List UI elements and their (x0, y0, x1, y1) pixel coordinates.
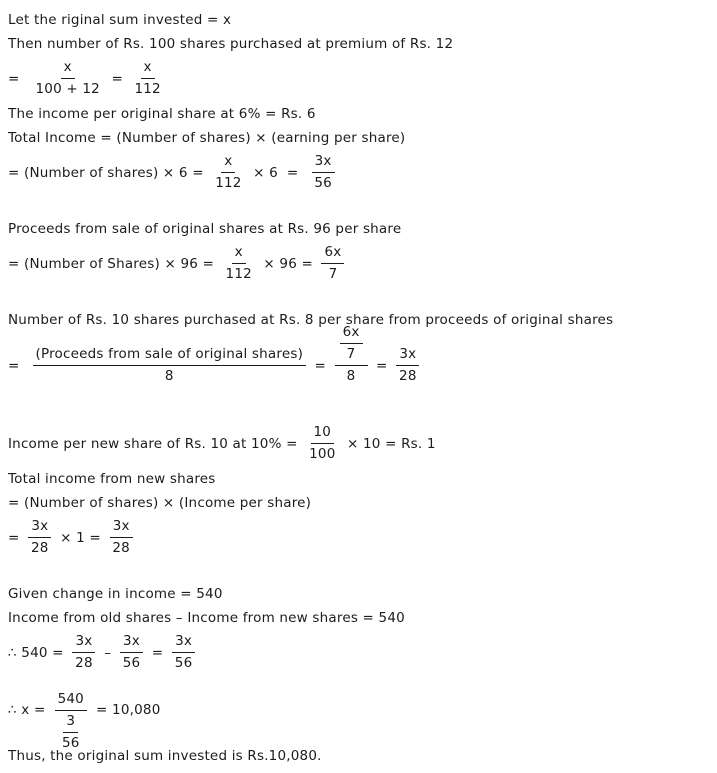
fraction-denominator: 28 (75, 655, 93, 671)
income-per-new-share-equation (8, 422, 713, 465)
fraction-numerator: 3x (312, 152, 335, 173)
proceeds-equation (8, 242, 713, 285)
fraction-numerator: 3x (396, 345, 419, 366)
total-income-equation (8, 151, 713, 194)
text-segment: – (99, 644, 116, 661)
fraction-numerator: 6x (340, 323, 363, 344)
fraction-denominator: 112 (215, 175, 242, 191)
fraction (335, 323, 368, 386)
fraction (54, 690, 88, 753)
fraction-numerator: 3 (63, 712, 78, 733)
fraction (120, 632, 144, 673)
total-income-new-equation (8, 516, 713, 559)
text-segment: = (310, 357, 331, 374)
fraction-denominator: 7 (328, 266, 338, 282)
fraction-numerator: 3x (120, 632, 143, 653)
fraction-denominator: 112 (134, 81, 161, 97)
fraction-denominator: 112 (225, 266, 252, 282)
text-segment: = (Number of shares) × (Income per share) (8, 494, 312, 511)
difference-equation (8, 631, 713, 674)
text-segment: ∴ 540 = (8, 644, 69, 661)
text-segment: = (371, 357, 393, 374)
text-segment: = (106, 70, 128, 87)
text-segment: = (8, 70, 29, 87)
text-segment: × 1 = (55, 529, 106, 546)
fraction-denominator: 8 (164, 368, 174, 384)
text-segment: Proceeds from sale of original shares at Rs. 96 per share (8, 220, 402, 237)
total-income-new-shares-line (8, 468, 713, 489)
fraction (172, 632, 196, 673)
fraction-numerator: 3x (28, 517, 51, 538)
fraction (306, 423, 338, 464)
text-segment: = 10,080 (91, 701, 161, 718)
proceeds-intro-line (8, 218, 713, 239)
solve-x-equation (8, 677, 713, 751)
fraction-numerator: (Proceeds from sale of original shares) (33, 345, 307, 366)
text-segment: × 96 = (258, 255, 318, 272)
text-segment: Total income from new shares (8, 470, 216, 487)
text-segment: = (Number of Shares) × 96 = (8, 255, 219, 272)
number-of-shares-equation (8, 57, 713, 100)
fraction-denominator: 100 (309, 446, 336, 462)
fraction-denominator: 56 (122, 655, 141, 671)
text-segment: = (Number of shares) × 6 = (8, 164, 209, 181)
fraction (59, 712, 83, 753)
text-segment: ∴ x = (8, 701, 50, 718)
fraction-numerator: 3x (72, 632, 95, 653)
fraction-numerator (335, 323, 368, 366)
text-segment: × 6 = (248, 164, 308, 181)
fraction-numerator: 3x (110, 517, 133, 538)
fraction-numerator: 3x (172, 632, 195, 653)
fraction-numerator: 10 (311, 423, 335, 444)
text-segment: Then number of Rs. 100 shares purchased at premium of Rs. 12 (8, 35, 454, 52)
fraction-denominator (54, 711, 88, 753)
fraction-numerator: x (61, 58, 75, 79)
fraction-denominator: 7 (346, 346, 356, 362)
fraction-denominator: 56 (314, 175, 332, 191)
text-segment: Number of Rs. 10 shares purchased at Rs. 8 per share from proceeds of original shares (8, 311, 614, 328)
text-segment: = (8, 357, 29, 374)
text-segment: Thus, the original sum invested is Rs.10,080. (8, 747, 322, 764)
text-segment: Income per new share of Rs. 10 at 10% = (8, 435, 303, 452)
fraction-numerator: x (141, 58, 155, 79)
fraction-denominator: 56 (61, 735, 80, 751)
fraction-numerator: x (221, 152, 235, 173)
fraction (223, 243, 255, 284)
fraction-numerator: 540 (55, 690, 87, 711)
fraction (28, 517, 52, 558)
fraction-denominator: 100 + 12 (35, 81, 100, 97)
total-income-new-definition-line (8, 492, 713, 513)
fraction-denominator: 28 (399, 368, 417, 384)
assumption-line (8, 9, 713, 30)
fraction (340, 323, 363, 364)
fraction (109, 517, 133, 558)
text-segment: = (147, 644, 168, 661)
fraction-denominator: 28 (31, 540, 49, 556)
fraction-numerator: 6x (321, 243, 344, 264)
income-difference-line (8, 607, 713, 628)
text-segment: The income per original share at 6% = Rs. 6 (8, 105, 316, 122)
text-segment: Total Income = (Number of shares) × (earning per share) (8, 129, 406, 146)
fraction-denominator: 56 (174, 655, 193, 671)
conclusion-line (8, 745, 713, 766)
new-shares-count-equation (8, 324, 713, 398)
income-per-original-share-line (8, 103, 713, 124)
fraction-numerator: x (232, 243, 246, 264)
text-segment: = (8, 529, 25, 546)
fraction (131, 58, 163, 99)
text-segment: Given change in income = 540 (8, 585, 223, 602)
shares-purchased-intro-line (8, 33, 713, 54)
fraction (212, 152, 244, 193)
given-change-line (8, 583, 713, 604)
fraction-denominator: 8 (346, 368, 356, 384)
fraction (72, 632, 96, 673)
fraction (396, 345, 420, 386)
text-segment: Let the riginal sum invested = x (8, 11, 232, 28)
text-segment: × 10 = Rs. 1 (342, 435, 436, 452)
fraction (33, 58, 103, 99)
fraction (33, 345, 307, 386)
fraction (311, 152, 335, 193)
text-segment: Income from old shares – Income from new shares = 540 (8, 609, 405, 626)
fraction-denominator: 28 (112, 540, 130, 556)
total-income-definition-line (8, 127, 713, 148)
fraction (321, 243, 344, 284)
